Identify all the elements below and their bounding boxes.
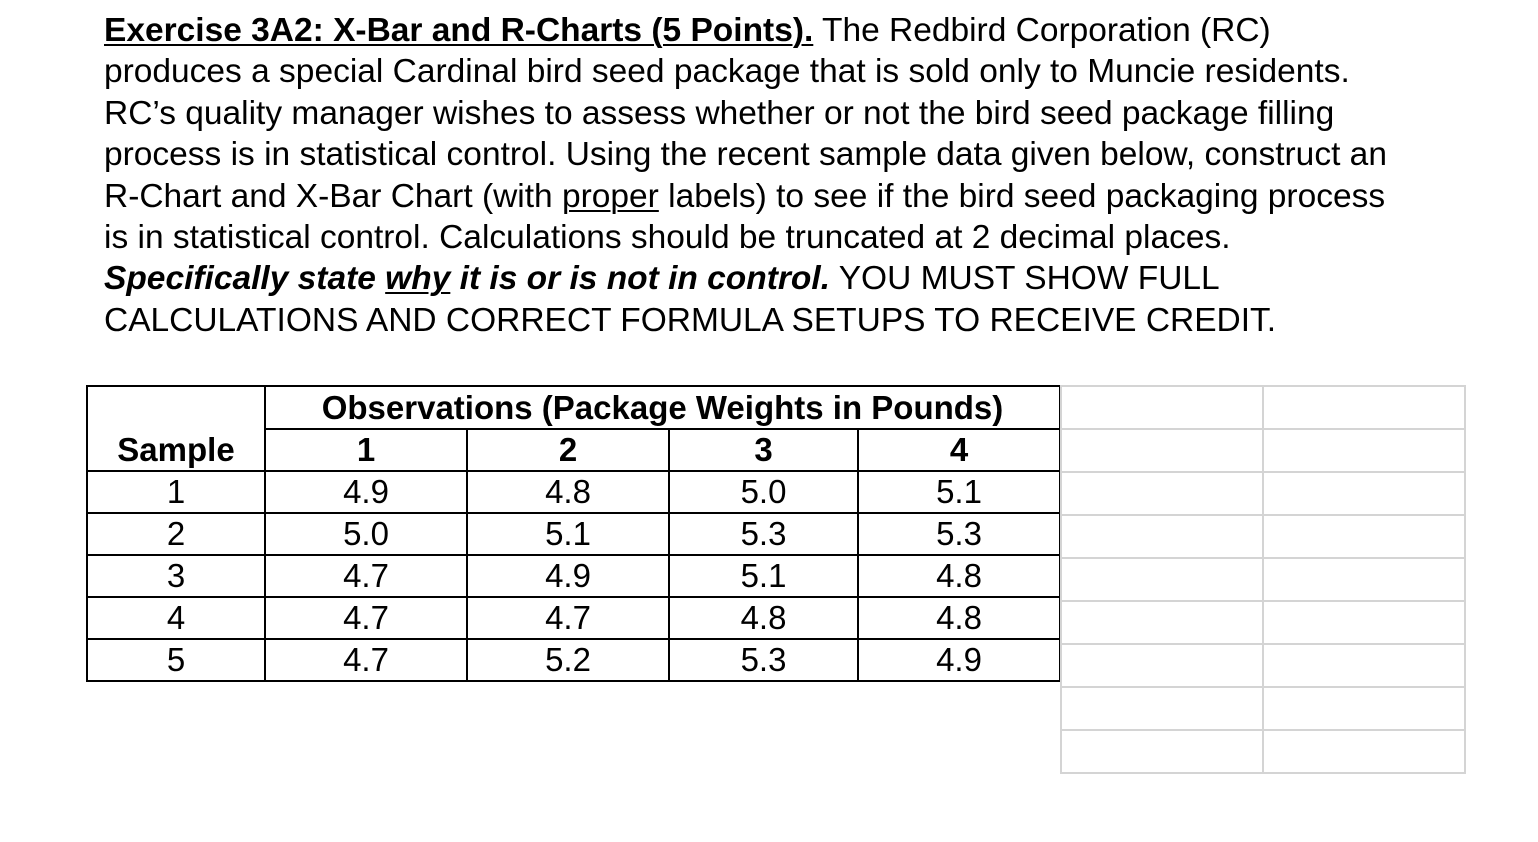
prompt-line-2: produces a special Cardinal bird seed package that is sold only to Muncie residents. (104, 53, 1350, 91)
empty-cell (1061, 644, 1263, 687)
observation-cell: 5.1 (669, 555, 858, 597)
observation-cell: 4.8 (669, 597, 858, 639)
empty-cell (1061, 472, 1263, 515)
empty-cell (1263, 601, 1465, 644)
empty-cell (1061, 687, 1263, 730)
empty-grid-row (1061, 429, 1465, 472)
sample-number: 1 (87, 471, 265, 513)
empty-cell (1061, 730, 1263, 773)
empty-cell (1061, 386, 1263, 429)
empty-cell (1263, 687, 1465, 730)
exercise-title: Exercise 3A2: X-Bar and R-Charts (5 Points). (104, 12, 814, 49)
observation-cell: 5.0 (265, 513, 467, 555)
sample-header: Sample (87, 386, 265, 471)
column-header: 1 (265, 429, 467, 471)
empty-cell (1263, 730, 1465, 773)
observation-cell: 4.7 (265, 597, 467, 639)
sample-number: 5 (87, 639, 265, 681)
prompt-line-7-b: it is or is not in control. (450, 260, 831, 298)
observation-cell: 4.9 (265, 471, 467, 513)
column-header: 4 (858, 429, 1060, 471)
observation-cell: 5.2 (467, 639, 669, 681)
table-row (87, 513, 1060, 555)
prompt-line-4: process is in statistical control. Using the recent sample data given below, construct an (104, 136, 1387, 174)
prompt-line-7 (104, 258, 1504, 299)
sample-number: 4 (87, 597, 265, 639)
prompt-line-5-b: labels) to see if the bird seed packaging process (658, 177, 1386, 215)
observation-cell: 4.8 (467, 471, 669, 513)
observation-cell: 5.3 (858, 513, 1060, 555)
empty-grid-row (1061, 386, 1465, 429)
observation-cell: 5.1 (858, 471, 1060, 513)
exercise-prompt (104, 10, 1504, 341)
column-header: 2 (467, 429, 669, 471)
prompt-line-6: is in statistical control. Calculations should be truncated at 2 decimal places. (104, 219, 1231, 257)
empty-cell (1263, 429, 1465, 472)
prompt-line-5-a: R-Chart and X-Bar Chart (with (104, 177, 562, 215)
table-row (87, 639, 1060, 681)
prompt-line-8: CALCULATIONS AND CORRECT FORMULA SETUPS TO RECEIVE CREDIT. (104, 301, 1277, 339)
observation-cell: 4.9 (467, 555, 669, 597)
observations-header: Observations (Package Weights in Pounds) (265, 386, 1060, 429)
observation-cell: 4.7 (265, 555, 467, 597)
table-row (87, 597, 1060, 639)
empty-cell (1061, 429, 1263, 472)
observation-cell: 5.1 (467, 513, 669, 555)
empty-grid-cells (1060, 385, 1466, 774)
prompt-line-1-text: The Redbird Corporation (RC) (813, 12, 1271, 49)
empty-grid-row (1061, 730, 1465, 773)
observation-cell: 5.0 (669, 471, 858, 513)
table-row (87, 471, 1060, 513)
prompt-line-5 (104, 176, 1504, 217)
observation-cell: 4.8 (858, 597, 1060, 639)
empty-grid-row (1061, 515, 1465, 558)
empty-cell (1061, 601, 1263, 644)
observation-cell: 4.9 (858, 639, 1060, 681)
empty-grid-row (1061, 558, 1465, 601)
observation-cell: 4.8 (858, 555, 1060, 597)
prompt-line-1 (104, 10, 1504, 51)
table-header-row (87, 386, 1060, 429)
observation-cell: 5.3 (669, 639, 858, 681)
prompt-line-3: RC’s quality manager wishes to assess whether or not the bird seed package filling (104, 94, 1335, 132)
empty-cell (1263, 644, 1465, 687)
column-header: 3 (669, 429, 858, 471)
empty-grid-row (1061, 601, 1465, 644)
empty-cell (1263, 386, 1465, 429)
prompt-line-7-a: Specifically state (104, 260, 386, 298)
observation-cell: 4.7 (265, 639, 467, 681)
prompt-line-7-c: YOU MUST SHOW FULL (830, 260, 1220, 298)
sample-number: 2 (87, 513, 265, 555)
empty-cell (1263, 515, 1465, 558)
empty-cell (1061, 558, 1263, 601)
prompt-line-5-underlined: proper (561, 177, 659, 215)
observations-table (86, 385, 1061, 682)
empty-grid-row (1061, 687, 1465, 730)
empty-cell (1263, 472, 1465, 515)
empty-cell (1061, 515, 1263, 558)
observation-cell: 5.3 (669, 513, 858, 555)
observation-cell: 4.7 (467, 597, 669, 639)
table-row (87, 555, 1060, 597)
prompt-line-7-underlined: why (385, 260, 451, 298)
empty-grid-row (1061, 644, 1465, 687)
empty-cell (1263, 558, 1465, 601)
empty-grid-row (1061, 472, 1465, 515)
sample-number: 3 (87, 555, 265, 597)
